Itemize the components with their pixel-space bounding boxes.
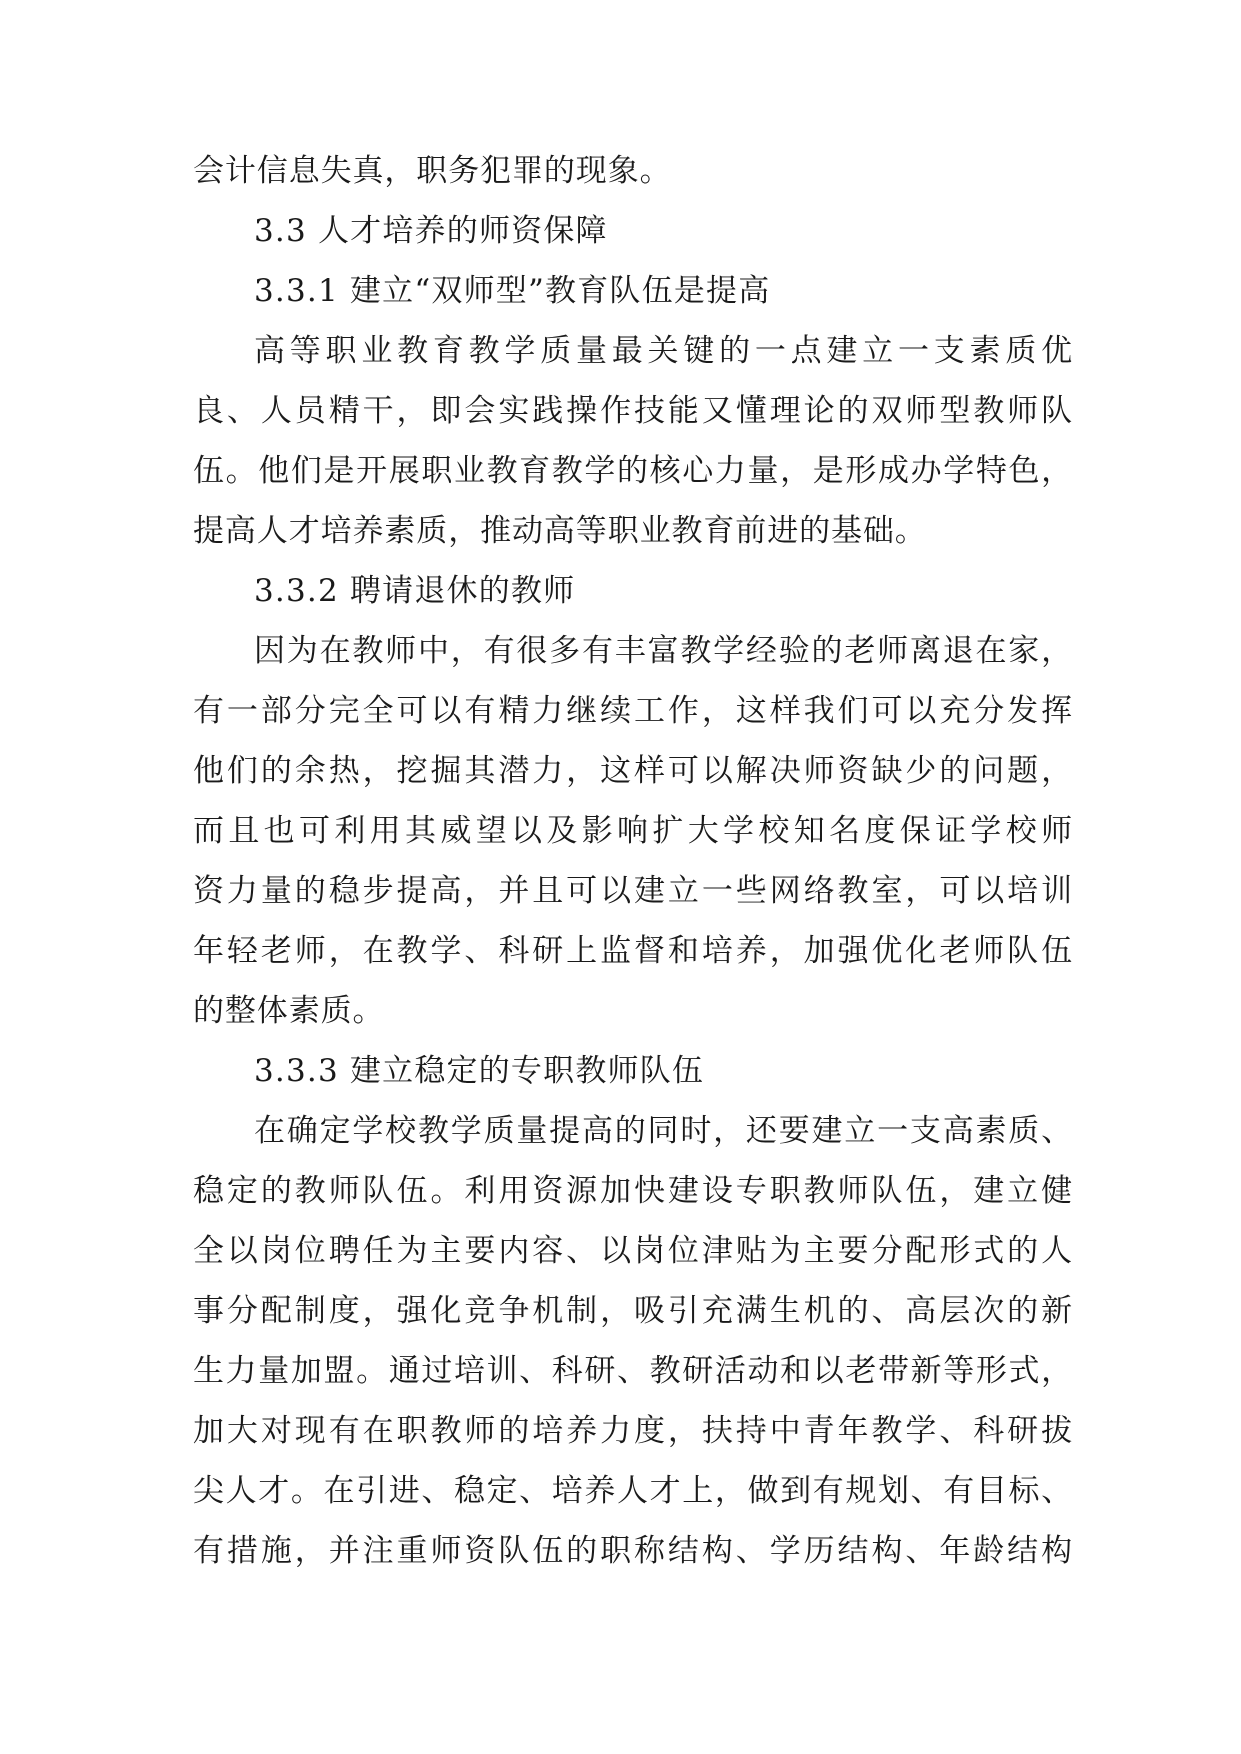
paragraph-line: 良、人员精干，即会实践操作技能又懂理论的双师型教师队 xyxy=(193,393,1073,429)
subsection-heading: 3.3.1 建立“双师型”教育队伍是提高 xyxy=(254,273,771,309)
paragraph-line: 尖人才。在引进、稳定、培养人才上，做到有规划、有目标、 xyxy=(193,1473,1073,1509)
paragraph-line: 全以岗位聘任为主要内容、以岗位津贴为主要分配形式的人 xyxy=(193,1233,1073,1269)
paragraph-line: 有措施，并注重师资队伍的职称结构、学历结构、年龄结构 xyxy=(193,1533,1073,1569)
paragraph-line: 有一部分完全可以有精力继续工作，这样我们可以充分发挥 xyxy=(193,693,1073,729)
paragraph-line: 他们的余热，挖掘其潜力，这样可以解决师资缺少的问题， xyxy=(193,753,1073,789)
subsection-heading: 3.3.2 聘请退休的教师 xyxy=(254,573,576,609)
paragraph-line: 提高人才培养素质，推动高等职业教育前进的基础。 xyxy=(193,513,927,549)
paragraph-line: 伍。他们是开展职业教育教学的核心力量，是形成办学特色， xyxy=(193,453,1073,489)
paragraph-line: 的整体素质。 xyxy=(193,993,385,1029)
paragraph-line: 生力量加盟。通过培训、科研、教研活动和以老带新等形式， xyxy=(193,1353,1073,1389)
paragraph-line: 加大对现有在职教师的培养力度，扶持中青年教学、科研拔 xyxy=(193,1413,1073,1449)
paragraph-line: 而且也可利用其威望以及影响扩大学校知名度保证学校师 xyxy=(193,813,1073,849)
subsection-heading: 3.3.3 建立稳定的专职教师队伍 xyxy=(254,1053,705,1089)
paragraph-line: 稳定的教师队伍。利用资源加快建设专职教师队伍，建立健 xyxy=(193,1173,1073,1209)
section-heading: 3.3 人才培养的师资保障 xyxy=(254,213,608,249)
paragraph-line: 因为在教师中，有很多有丰富教学经验的老师离退在家， xyxy=(254,633,1073,669)
paragraph-line: 年轻老师，在教学、科研上监督和培养，加强优化老师队伍 xyxy=(193,933,1073,969)
paragraph-line: 高等职业教育教学质量最关键的一点建立一支素质优 xyxy=(254,333,1073,369)
paragraph-line: 事分配制度，强化竞争机制，吸引充满生机的、高层次的新 xyxy=(193,1293,1073,1329)
paragraph-line: 资力量的稳步提高，并且可以建立一些网络教室，可以培训 xyxy=(193,873,1073,909)
paragraph-line: 在确定学校教学质量提高的同时，还要建立一支高素质、 xyxy=(254,1113,1073,1149)
text-line: 会计信息失真，职务犯罪的现象。 xyxy=(193,153,672,189)
